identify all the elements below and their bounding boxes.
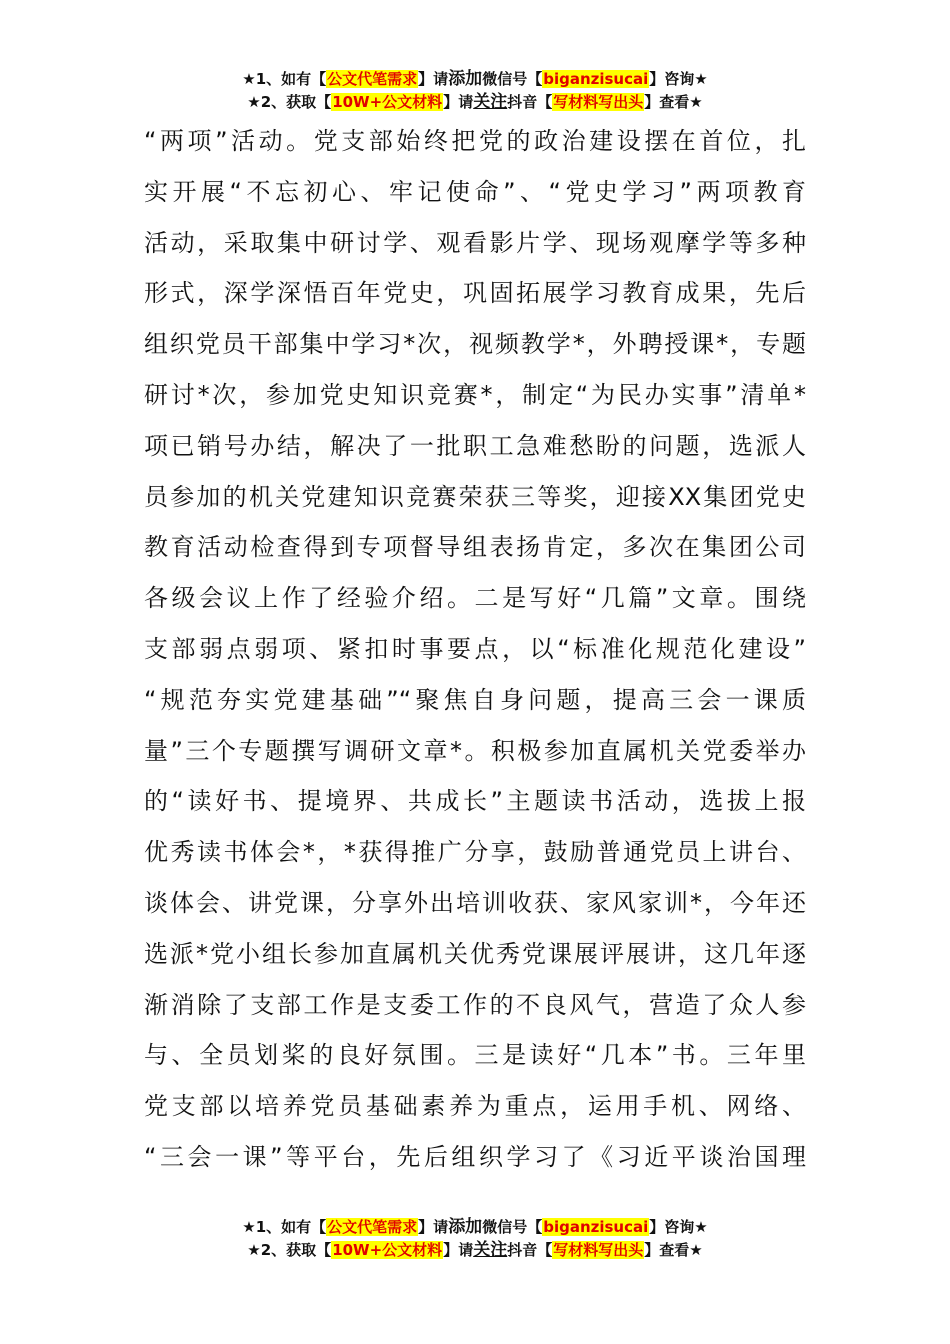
promo-line-1 — [0, 68, 950, 91]
promo-emphasis: 添加 — [448, 1217, 483, 1237]
promo-wechat-id: biganzisucai — [543, 1218, 649, 1236]
promo-text: ★1、如有【 — [242, 70, 327, 88]
body-line: 研讨*次，参加党史知识竞赛*，制定“为民办实事”清单* — [144, 380, 806, 409]
promo-highlight: 公文代笔需求 — [327, 70, 418, 88]
promo-highlight: 10W+公文材料 — [332, 1241, 443, 1259]
body-line: 渐消除了支部工作是支委工作的不良风气，营造了众人参 — [144, 990, 806, 1019]
promo-text: ★1、如有【 — [242, 1218, 327, 1236]
promo-line-1 — [0, 1216, 950, 1239]
promo-text: 抖音【 — [507, 1241, 553, 1259]
promo-wechat-id: biganzisucai — [543, 70, 649, 88]
body-line: “规范夯实党建基础”“聚焦自身问题，提高三会一课质 — [144, 685, 806, 714]
promo-text: 】请 — [443, 1241, 474, 1259]
body-line: 组织党员干部集中学习*次，视频教学*，外聘授课*，专题 — [144, 330, 806, 359]
promo-emphasis: 关注 — [473, 92, 508, 112]
body-line: 优秀读书体会*，*获得推广分享，鼓励普通党员上讲台、 — [144, 838, 806, 867]
body-line: 项已销号办结，解决了一批职工急难愁盼的问题，选派人 — [144, 431, 806, 460]
body-line: 教育活动检查得到专项督导组表扬肯定，多次在集团公司 — [144, 533, 806, 562]
promo-line-2 — [0, 1239, 950, 1262]
body-line: 支部弱点弱项、紧扣时事要点，以“标准化规范化建设” — [144, 634, 806, 663]
body-line: “三会一课”等平台，先后组织学习了《习近平谈治国理 — [144, 1142, 806, 1171]
body-line: 量”三个专题撰写调研文章*。积极参加直属机关党委举办 — [144, 736, 806, 765]
promo-text: 】请 — [418, 70, 449, 88]
body-line: 选派*党小组长参加直属机关优秀党课展评展讲，这几年逐 — [144, 939, 806, 968]
promo-highlight: 10W+公文材料 — [332, 93, 443, 111]
promo-text: 】查看★ — [644, 93, 703, 111]
body-line: 与、全员划桨的良好氛围。三是读好“几本”书。三年里 — [144, 1041, 806, 1070]
body-line: 党支部以培养党员基础素养为重点，运用手机、网络、 — [144, 1092, 806, 1121]
promo-text: 微信号【 — [482, 70, 543, 88]
promo-text: 】请 — [418, 1218, 449, 1236]
promo-line-2 — [0, 91, 950, 114]
body-line: 活动，采取集中研讨学、观看影片学、现场观摩学等多种 — [144, 228, 806, 257]
document-body — [144, 116, 806, 1183]
promo-text: ★2、获取【 — [247, 93, 332, 111]
body-line: 谈体会、讲党课，分享外出培训收获、家风家训*，今年还 — [144, 888, 806, 917]
body-line: 形式，深学深悟百年党史，巩固拓展学习教育成果，先后 — [144, 279, 806, 308]
promo-text: 】咨询★ — [649, 1218, 708, 1236]
body-line: 员参加的机关党建知识竞赛荣获三等奖，迎接XX集团党史 — [144, 482, 806, 511]
body-line: 实开展“不忘初心、牢记使命”、“党史学习”两项教育 — [144, 177, 806, 206]
promo-text: ★2、获取【 — [247, 1241, 332, 1259]
promo-emphasis: 添加 — [448, 69, 483, 89]
footer-promo-banner — [0, 1216, 950, 1262]
promo-text: 】查看★ — [644, 1241, 703, 1259]
header-promo-banner — [0, 68, 950, 114]
body-line: “两项”活动。党支部始终把党的政治建设摆在首位，扎 — [144, 127, 806, 155]
promo-text: 微信号【 — [482, 1218, 543, 1236]
promo-text: 】咨询★ — [649, 70, 708, 88]
promo-douyin-id: 写材料写出头 — [553, 93, 644, 111]
body-line: 各级会议上作了经验介绍。二是写好“几篇”文章。围绕 — [144, 584, 806, 613]
promo-text: 】请 — [443, 93, 474, 111]
body-line: 的“读好书、提境界、共成长”主题读书活动，选拔上报 — [144, 787, 806, 816]
promo-emphasis: 关注 — [473, 1240, 508, 1260]
promo-highlight: 公文代笔需求 — [327, 1218, 418, 1236]
promo-douyin-id: 写材料写出头 — [553, 1241, 644, 1259]
promo-text: 抖音【 — [507, 93, 553, 111]
